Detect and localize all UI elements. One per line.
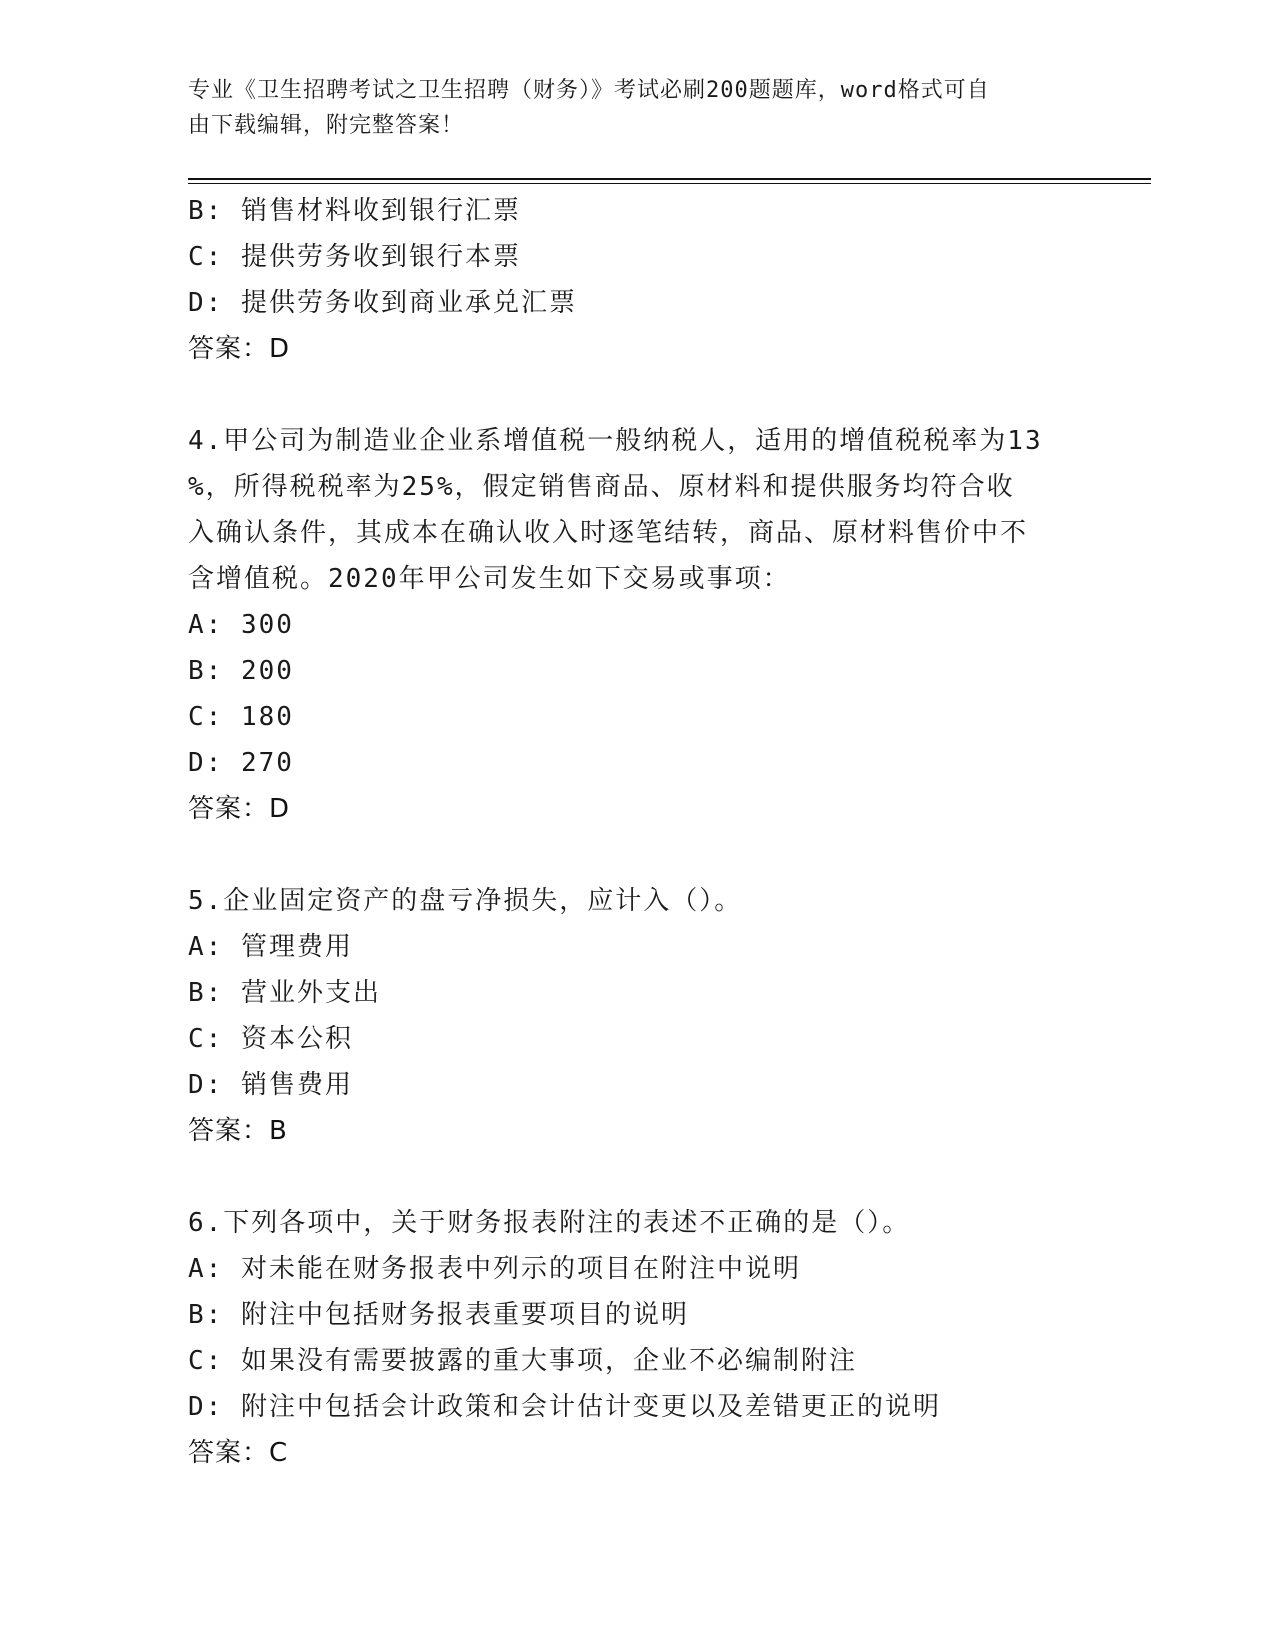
- option-b: B: 附注中包括财务报表重要项目的说明: [188, 1300, 689, 1330]
- question-4: [188, 418, 1088, 832]
- question-stem: 6.下列各项中，关于财务报表附注的表述不正确的是（）。: [188, 1208, 911, 1238]
- question-5: [188, 878, 1088, 1154]
- option-b: B: 200: [188, 656, 294, 686]
- option-b: B: 营业外支出: [188, 978, 381, 1008]
- option-c: C: 资本公积: [188, 1024, 353, 1054]
- question-stem-line: 含增值税。2020年甲公司发生如下交易或事项：: [188, 564, 791, 594]
- question-3: [188, 188, 1088, 372]
- option-c: C: 如果没有需要披露的重大事项，企业不必编制附注: [188, 1346, 857, 1376]
- option-c: C: 180: [188, 702, 294, 732]
- option-d: D: 销售费用: [188, 1070, 353, 1100]
- option-a: A: 对未能在财务报表中列示的项目在附注中说明: [188, 1254, 801, 1284]
- answer: 答案：D: [188, 794, 291, 824]
- question-list: [188, 188, 1088, 1476]
- question-stem-line: 4.甲公司为制造业企业系增值税一般纳税人，适用的增值税税率为13: [188, 426, 1043, 456]
- answer: 答案：D: [188, 334, 291, 364]
- header-line-2: 由下载编辑，附完整答案！: [188, 113, 465, 138]
- spacer: [188, 832, 1088, 878]
- option-d: D: 270: [188, 748, 294, 778]
- option-d: D: 提供劳务收到商业承兑汇票: [188, 288, 577, 318]
- option-a: A: 管理费用: [188, 932, 353, 962]
- option-a: A: 300: [188, 610, 294, 640]
- option-b: B: 销售材料收到银行汇票: [188, 196, 521, 226]
- document-header: [188, 73, 1068, 143]
- answer: 答案：B: [188, 1116, 288, 1146]
- question-6: [188, 1200, 1088, 1476]
- header-rule-thin: [188, 183, 1151, 184]
- option-c: C: 提供劳务收到银行本票: [188, 242, 521, 272]
- question-stem-line: %，所得税税率为25%，假定销售商品、原材料和提供服务均符合收: [188, 472, 1015, 502]
- answer: 答案：C: [188, 1438, 289, 1468]
- option-d: D: 附注中包括会计政策和会计估计变更以及差错更正的说明: [188, 1392, 941, 1422]
- question-stem: 5.企业固定资产的盘亏净损失，应计入（）。: [188, 886, 743, 916]
- spacer: [188, 1154, 1088, 1200]
- spacer: [188, 372, 1088, 418]
- header-rule-thick: [188, 178, 1151, 180]
- question-stem-line: 入确认条件，其成本在确认收入时逐笔结转，商品、原材料售价中不: [188, 518, 1029, 548]
- header-line-1: 专业《卫生招聘考试之卫生招聘（财务）》考试必刷200题题库，word格式可自: [188, 78, 990, 103]
